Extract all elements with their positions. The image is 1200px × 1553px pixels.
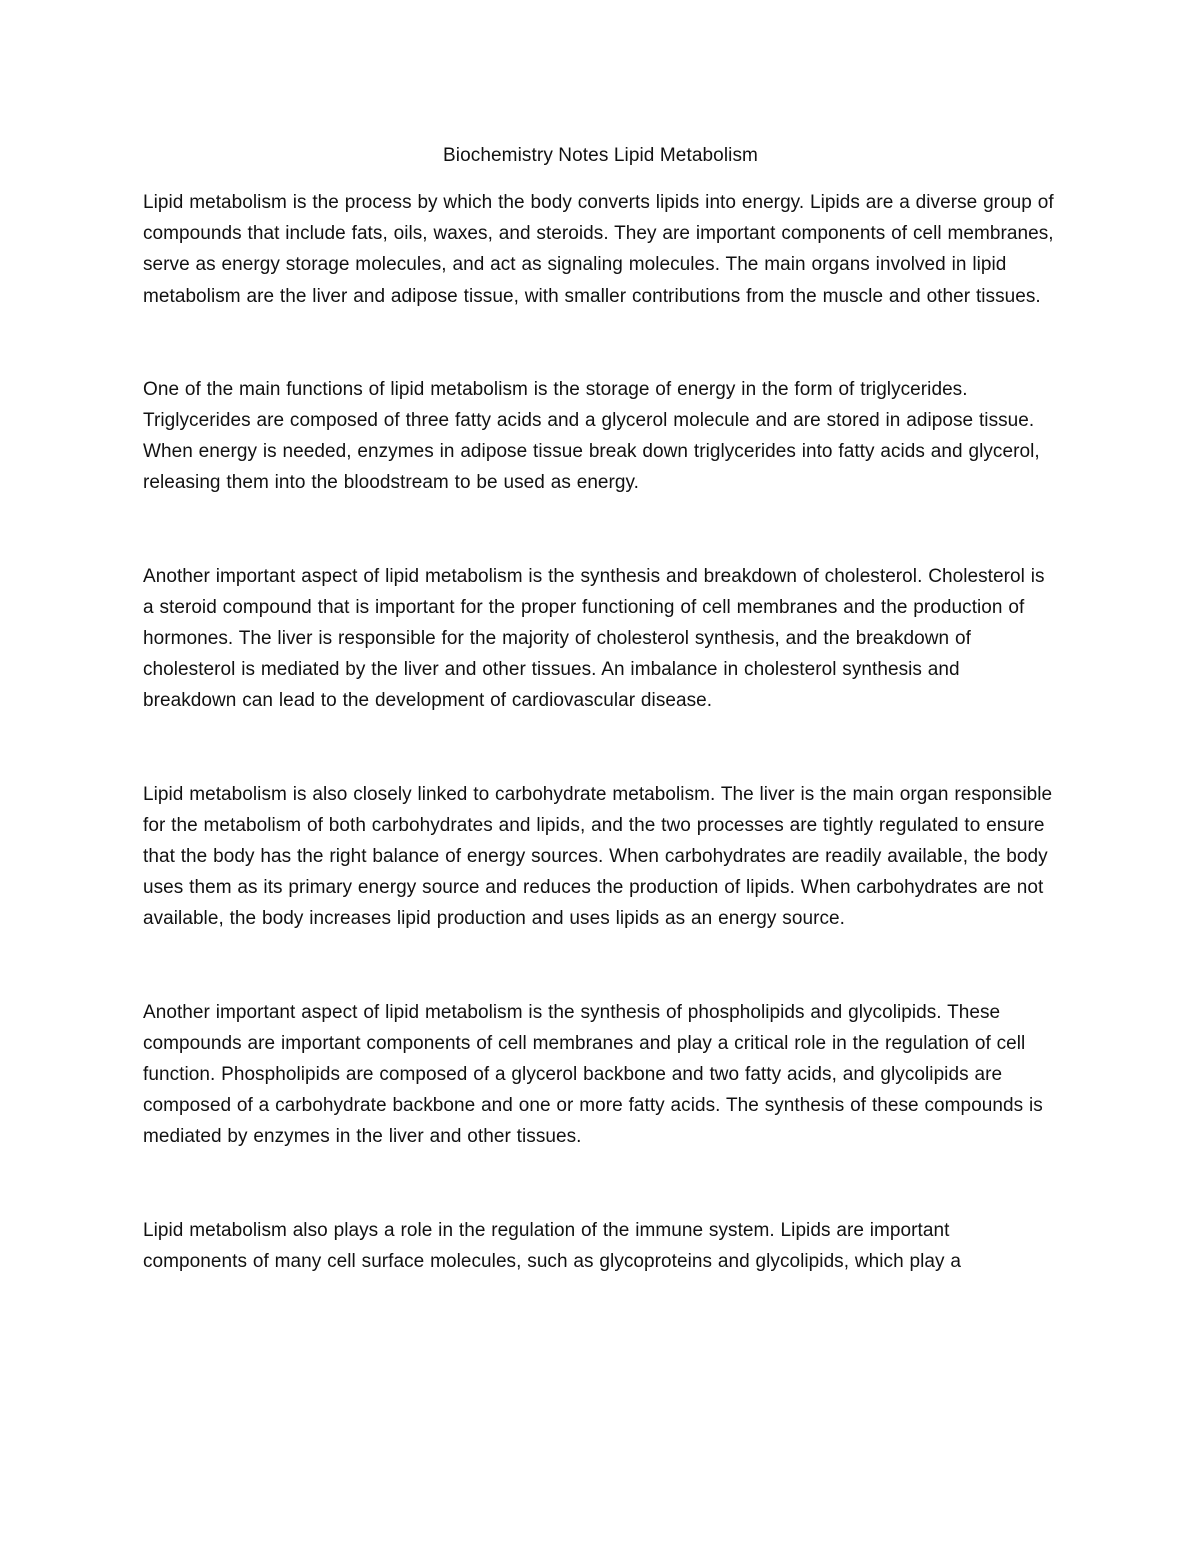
paragraph-4: Lipid metabolism is also closely linked to carbohydrate metabolism. The liver is the main organ responsible for the metabolism of both carbohydrates and lipids, and the two processes are tightly regulated to ensure that the body has the right balance of energy sources. When carbohydrates are readily available, the body uses them as its primary energy source and reduces the production of lipids. When carbohydrates are not available, the body increases lipid production and uses lipids as an energy source. bbox=[143, 783, 1053, 930]
paragraph-6: Lipid metabolism also plays a role in the regulation of the immune system. Lipids are important components of many cell surface molecules, such as glycoproteins and glycolipids, which play a bbox=[143, 1219, 962, 1272]
paragraph-3: Another important aspect of lipid metabolism is the synthesis and breakdown of cholesterol. Cholesterol is a steroid compound that is important for the proper functioning of cell membranes and the production of hormones. The liver is responsible for the majority of cholesterol synthesis, and the breakdown of cholesterol is mediated by the liver and other tissues. An imbalance in cholesterol synthesis and breakdown can lead to the development of cardiovascular disease. bbox=[143, 565, 1045, 712]
paragraph-2: One of the main functions of lipid metabolism is the storage of energy in the form of triglycerides. Triglycerides are composed of three fatty acids and a glycerol molecule and are stored in adipose tissue. When energy is needed, enzymes in adipose tissue break down triglycerides into fatty acids and glycerol, releasing them into the bloodstream to be used as energy. bbox=[143, 378, 1040, 494]
document-title: Biochemistry Notes Lipid Metabolism bbox=[442, 145, 758, 166]
paragraph-5: Another important aspect of lipid metabolism is the synthesis of phospholipids and glycolipids. These compounds are important components of cell membranes and play a critical role in the regulation of cell function. Phospholipids are composed of a glycerol backbone and two fatty acids, and glycolipids are composed of a carbohydrate backbone and one or more fatty acids. The synthesis of these compounds is mediated by enzymes in the liver and other tissues. bbox=[143, 1001, 1043, 1148]
paragraph-1: Lipid metabolism is the process by which the body converts lipids into energy. Lipids are a diverse group of compounds that include fats, oils, waxes, and steroids. They are important components of cell membranes, serve as energy storage molecules, and act as signaling molecules. The main organs involved in lipid metabolism are the liver and adipose tissue, with smaller contributions from the muscle and other tissues. bbox=[143, 192, 1054, 307]
document-body bbox=[143, 140, 1058, 1277]
